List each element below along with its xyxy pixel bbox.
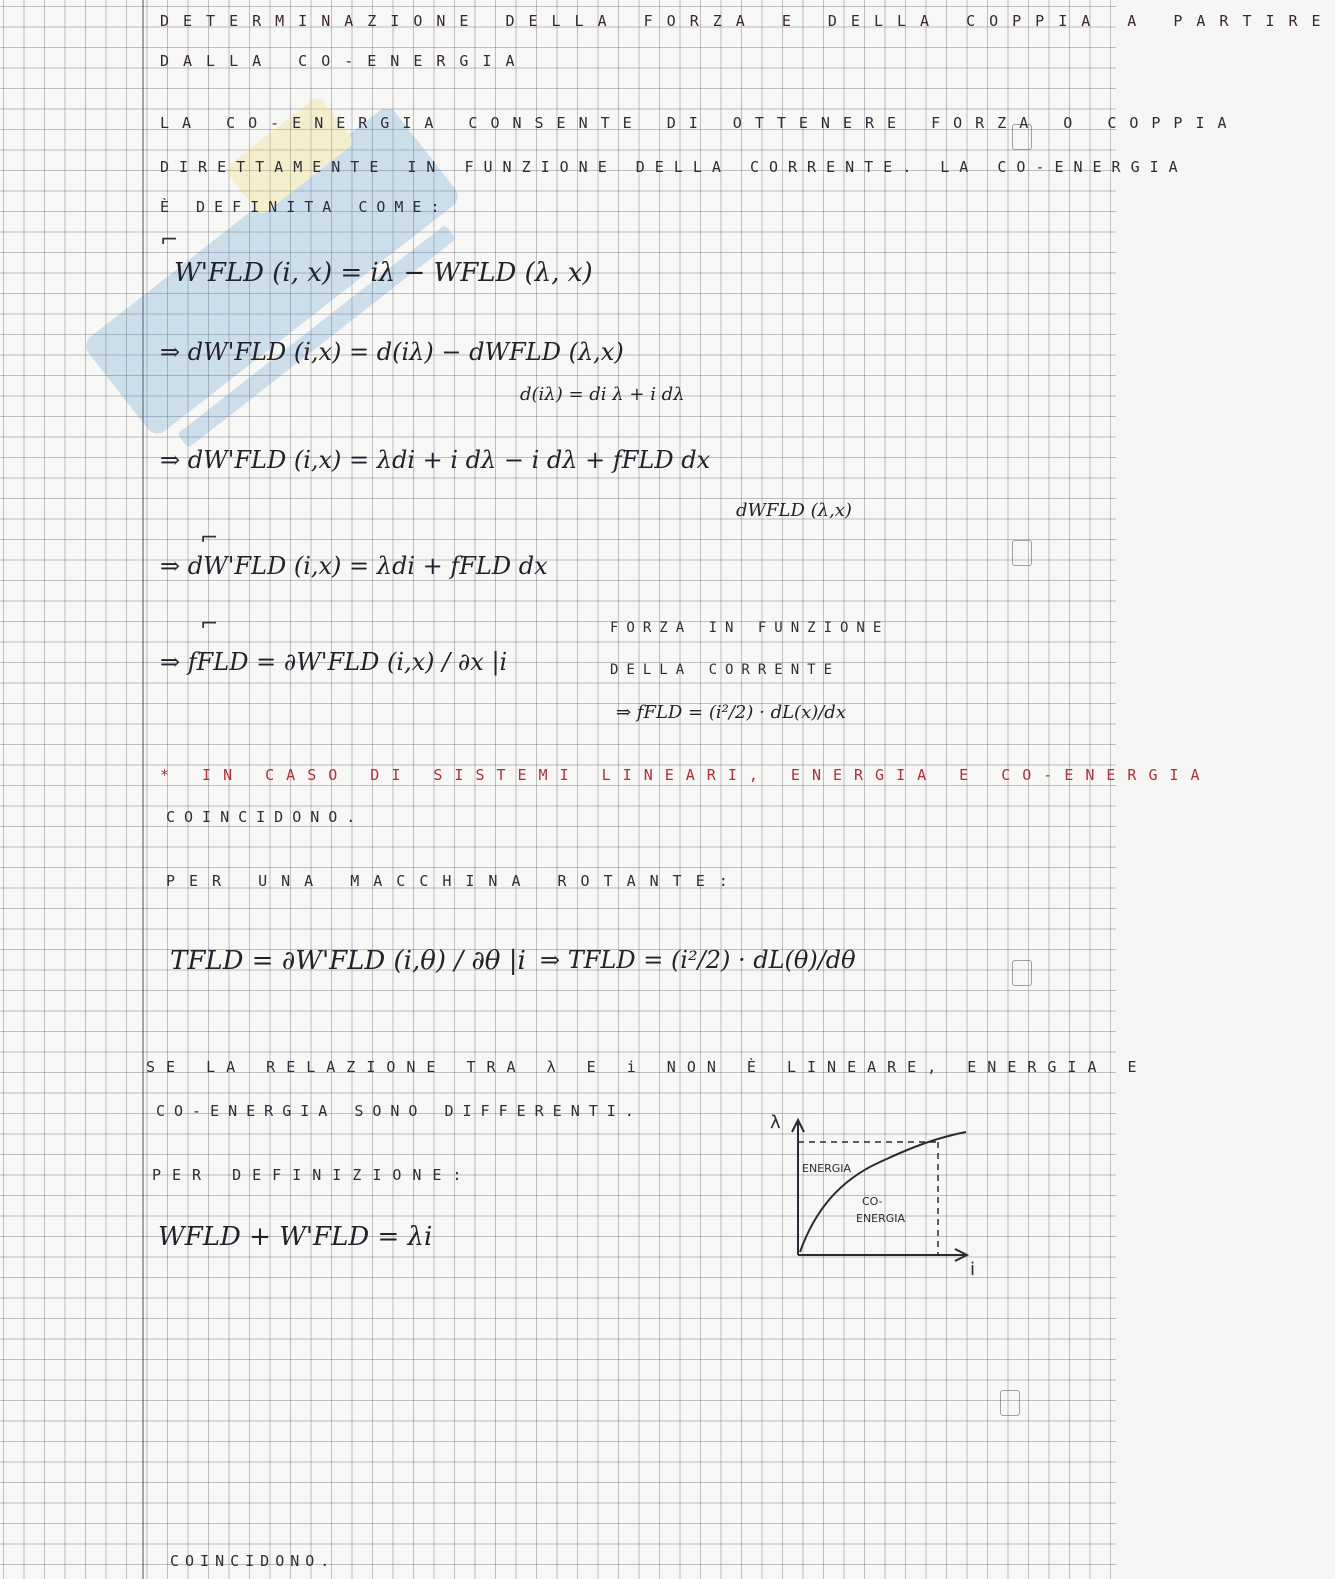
x-axis-label: i xyxy=(970,1259,976,1280)
margin-mark xyxy=(1012,960,1032,986)
torque-linear-equation: ⇒ TFLD = (i²/2) · dL(θ)/dθ xyxy=(540,946,856,974)
y-axis-label: λ xyxy=(770,1112,781,1133)
page-title-line1: DETERMINAZIONE DELLA FORZA E DELLA COPPIA A PARTIRE xyxy=(160,12,1335,30)
box-bracket: ⌐ xyxy=(200,612,219,637)
expanded-note: dWFLD (λ,x) xyxy=(736,500,852,521)
footer-text: COINCIDONO. xyxy=(170,1552,336,1570)
margin-mark xyxy=(1000,1390,1020,1416)
box-bracket: ⌐ xyxy=(160,228,179,253)
rotating-heading: PER UNA MACCHINA ROTANTE: xyxy=(166,872,742,890)
intro-line1: LA CO-ENERGIA CONSENTE DI OTTENERE FORZA O COPPIA xyxy=(160,114,1240,132)
result-equation: ⇒ dW'FLD (i,x) = λdi + fFLD dx xyxy=(160,552,548,580)
coenergy-region-label2: ENERGIA xyxy=(856,1212,906,1225)
definition-heading: PER DEFINIZIONE: xyxy=(152,1166,473,1184)
energy-region-label: ENERGIA xyxy=(802,1162,852,1175)
page-title-line2: DALLA CO-ENERGIA xyxy=(160,52,529,70)
force-note-line1: FORZA IN FUNZIONE xyxy=(610,620,890,636)
intro-line3: È DEFINITA COME: xyxy=(160,198,449,216)
energy-sum-equation: WFLD + W'FLD = λi xyxy=(158,1222,433,1252)
box-bracket: ⌐ xyxy=(200,526,219,551)
differential-equation: ⇒ dW'FLD (i,x) = d(iλ) − dWFLD (λ,x) xyxy=(160,338,624,366)
coenergy-region-label1: CO- xyxy=(862,1195,883,1208)
linear-note-line2: COINCIDONO. xyxy=(166,808,365,826)
margin-mark xyxy=(1012,540,1032,566)
linear-note-line1: * IN CASO DI SISTEMI LINEARI, ENERGIA E CO-ENERGIA xyxy=(160,766,1212,784)
coenergy-definition: W'FLD (i, x) = iλ − WFLD (λ, x) xyxy=(174,258,593,288)
torque-equation: TFLD = ∂W'FLD (i,θ) / ∂θ |i xyxy=(170,946,526,976)
force-note-line2: DELLA CORRENTE xyxy=(610,662,841,678)
nonlinear-note-line2: CO-ENERGIA SONO DIFFERENTI. xyxy=(156,1102,643,1120)
expanded-equation: ⇒ dW'FLD (i,x) = λdi + i dλ − i dλ + fFLD dx xyxy=(160,446,711,474)
force-linear-equation: ⇒ fFLD = (i²/2) · dL(x)/dx xyxy=(616,702,846,723)
force-equation: ⇒ fFLD = ∂W'FLD (i,x) / ∂x |i xyxy=(160,648,508,676)
lambda-i-graph xyxy=(770,1110,990,1280)
nonlinear-note-line1: SE LA RELAZIONE TRA λ E i NON È LINEARE, ENERGIA E xyxy=(146,1058,1148,1076)
intro-line2: DIRETTAMENTE IN FUNZIONE DELLA CORRENTE. LA CO-ENERGIA xyxy=(160,158,1188,176)
differential-note: d(iλ) = di λ + i dλ xyxy=(520,384,685,405)
magnetization-curve xyxy=(800,1132,966,1252)
